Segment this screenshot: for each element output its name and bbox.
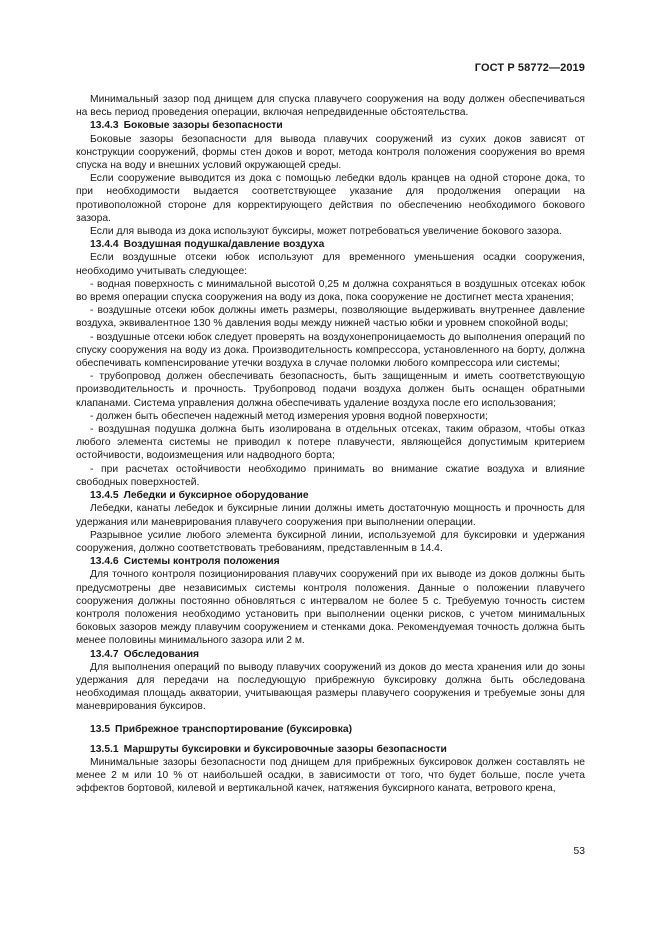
list-item: - воздушные отсеки юбок следует проверять на воздухонепроницаемость до выполнения операций по спуску сооружения на воду из дока. Производительность компрессора, установленного на борту, должна обеспечивать компенсирование утечки воздуха в случае поломки любого компрессора или системы; <box>76 331 585 370</box>
section-number: 13.4.6 <box>90 556 119 568</box>
list-item: - должен быть обеспечен надежный метод измерения уровня водной поверхности; <box>90 410 488 422</box>
list-item: - воздушные отсеки юбок должны иметь размеры, позволяющие выдерживать внутреннее давление воздуха, эквивалентное 130 % давления воды между нижней частью юбки и уровнем спокойной воды; <box>76 305 585 330</box>
document-code: ГОСТ Р 58772—2019 <box>474 62 585 74</box>
section-number: 13.4.4 <box>90 239 119 251</box>
section-number: 13.4.5 <box>90 490 119 502</box>
list-item: - трубопровод должен обеспечивать безопасность, быть защищенным и иметь соответствующую производительность и прочность. Трубопровод подачи воздуха должен быть оснащен обратными клапанами. Система управления должна обеспечивать удаление воздуха после его использования; <box>76 371 585 409</box>
section-title: Лебедки и буксирное оборудование <box>123 490 309 502</box>
section-number: 13.4.7 <box>90 648 119 660</box>
heading-13-5 <box>76 723 585 736</box>
section-title: Обследования <box>123 648 200 660</box>
paragraph-intro: Минимальный зазор под днищем для спуска плавучего сооружения на воду должен обеспечиваться на весь период проведения операции, включая непредвиденные обстоятельства. <box>76 94 585 119</box>
section-title: Системы контроля положения <box>123 556 280 568</box>
paragraph: Разрывное усилие любого элемента буксирной линии, используемой для буксировки и удержания сооружения, должно соответствовать требованиям, представленным в 14.4. <box>76 529 585 554</box>
section-number: 13.4.3 <box>90 120 119 132</box>
section-title: Боковые зазоры безопасности <box>123 120 283 132</box>
list-item: - воздушная подушка должна быть изолирована в отдельных отсеках, таким образом, чтобы отказ любого элемента системы не приводил к потере плавучести, являющейся допустимым критерием остойчивости, водоизмещения или надводного борта; <box>76 424 585 462</box>
list-item: - при расчетах остойчивости необходимо принимать во внимание сжатие воздуха и влияние свободных поверхностей. <box>76 463 585 488</box>
paragraph: Лебедки, канаты лебедок и буксирные линии должны иметь достаточную мощность и прочность для удержания или маневрирования плавучего сооружения при выполнении операции. <box>76 503 585 528</box>
heading-13-4-5 <box>76 489 585 502</box>
section-title: Воздушная подушка/давление воздуха <box>123 239 325 251</box>
heading-13-4-3 <box>76 119 585 132</box>
paragraph: Для точного контроля позиционирования плавучих сооружений при их выводе из доков должны быть предусмотрены две независимых системы контроля положения. Данные о положении плавучего сооружения должны постоянно обновляться с интервалом не более 5 с. Требуемую точность систем контроля положения необходимо установить при выполнении оценки рисков, с учетом минимальных боковых зазоров между плавучим сооружением и стенками дока. Рекомендуемая точность должна быть менее половины минимального зазора или 2 м. <box>76 569 585 647</box>
section-title: Маршруты буксировки и буксировочные зазоры безопасности <box>123 743 447 755</box>
heading-13-4-6 <box>76 555 585 568</box>
page-body <box>76 93 585 796</box>
list-item: - водная поверхность с минимальной высотой 0,25 м должна сохраняться в воздушных отсеках юбок во время операции спуска сооружения на воду из дока, пока сооружение не достигнет места хранения; <box>76 278 585 304</box>
paragraph: Если для вывода из дока используют буксиры, может потребоваться увеличение бокового зазора. <box>90 226 562 238</box>
paragraph: Для выполнения операций по выводу плавучих сооружений из доков до места хранения или до зоны удержания для передачи на последующую прибрежную буксировку должна быть обследована необходимая площадь акватории, учитывающая размеры плавучего сооружения и требуемые зоны для маневрирования буксиров. <box>76 661 585 713</box>
section-number: 13.5.1 <box>90 743 119 755</box>
paragraph: Минимальные зазоры безопасности под днищем для прибрежных буксировок должен составлять не менее 2 м или 10 % от наибольшей осадки, в зависимости от того, что будет больше, после учета эффектов бортовой, килевой и вертикальной качек, натяжения буксирного каната, ветрового крена, <box>76 756 585 795</box>
heading-13-4-4 <box>76 238 585 251</box>
paragraph: Если сооружение выводится из дока с помощью лебедки вдоль кранцев на одной стороне дока, то при необходимости выдается соответствующее указание для продолжения операции на противоположной стороне для корректирующего действия по обеспечению необходимого бокового зазора. <box>76 173 585 224</box>
section-title: Прибрежное транспортирование (буксировка) <box>115 723 353 735</box>
heading-13-4-7 <box>76 648 585 661</box>
heading-13-5-1 <box>76 743 585 756</box>
paragraph: Боковые зазоры безопасности для вывода плавучих сооружений из сухих доков зависят от конструкции сооружений, формы стен доков и ворот, метода контроля положения сооружения во время спуска на воду и внешних условий окружающей среды. <box>76 133 585 172</box>
paragraph: Если воздушные отсеки юбок используют для временного уменьшения осадки сооружения, необходимо учитывать следующее: <box>76 252 585 277</box>
page-number: 53 <box>573 846 585 857</box>
section-number: 13.5 <box>90 723 111 735</box>
